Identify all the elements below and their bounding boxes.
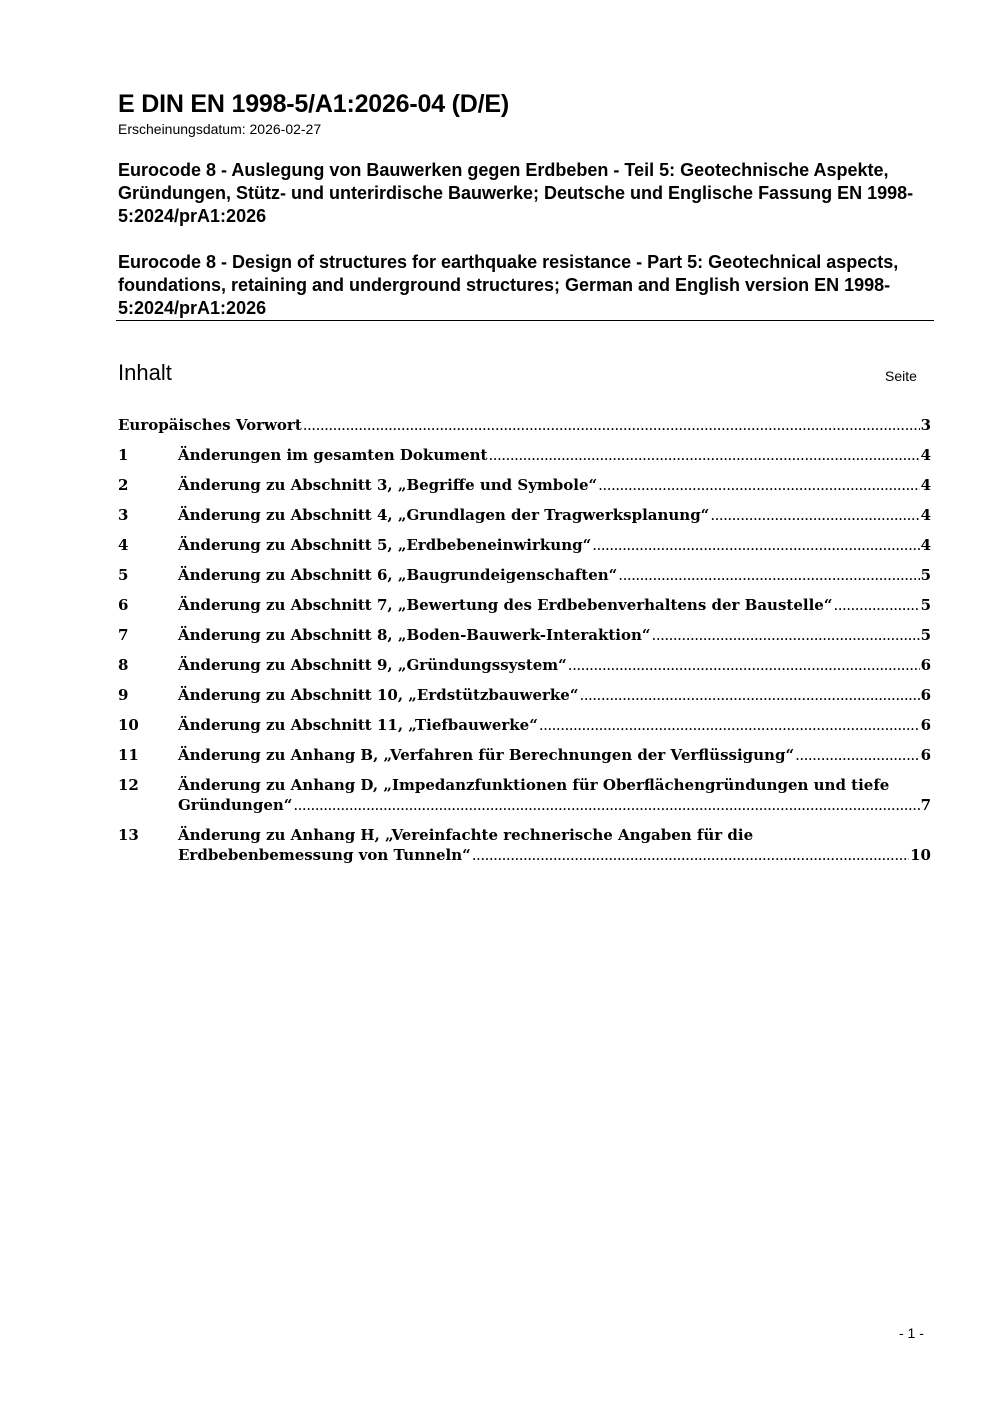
toc-leader-dots [472,845,909,865]
toc-line [178,565,931,585]
toc-line [178,745,931,765]
toc-entry-number: 10 [118,716,139,734]
toc-leader-dots [293,795,919,815]
toc-entry-page: 6 [920,746,931,764]
toc-entry-title: Änderung zu Abschnitt 3, „Begriffe und Symbole“ [178,476,598,494]
toc-line [118,415,931,435]
toc-entry-number: 2 [118,476,129,494]
toc-entry-title: Änderung zu Anhang B, „Verfahren für Berechnungen der Verflüssigung“ [178,746,795,764]
toc-leader-dots [579,685,919,705]
toc-entry-page: 6 [920,716,931,734]
toc-line [178,625,931,645]
document-id: E DIN EN 1998-5/A1:2026-04 (D/E) [118,90,509,118]
toc-entry[interactable] [118,565,931,585]
toc-entry-title: Änderung zu Abschnitt 8, „Boden-Bauwerk-Interaktion“ [178,626,651,644]
page-column-label: Seite [885,368,917,384]
toc-leader-dots [488,445,919,465]
toc-entry-page: 6 [920,656,931,674]
toc-entry-title: Änderungen im gesamten Dokument [178,446,488,464]
toc-line [178,715,931,735]
toc-line [178,845,931,865]
toc-entry[interactable] [118,415,931,435]
toc-line [178,685,931,705]
toc-entry-title: Änderung zu Anhang D, „Impedanzfunktionen für Oberflächengründungen und tiefe [178,776,890,794]
toc-line [178,795,931,815]
toc-entry-page: 5 [920,566,931,584]
toc-entry-page: 5 [920,626,931,644]
toc-leader-dots [598,475,919,495]
toc-entry[interactable] [118,685,931,705]
toc-entry[interactable] [118,825,931,865]
toc-entry-page: 5 [920,596,931,614]
toc-entry[interactable] [118,445,931,465]
toc-entry-title: Änderung zu Anhang H, „Vereinfachte rechnerische Angaben für die [178,826,754,844]
toc-entry-page: 10 [910,846,931,864]
toc-entry-number: 13 [118,826,139,844]
toc-entry-title: Änderung zu Abschnitt 5, „Erdbebeneinwirkung“ [178,536,592,554]
toc-entry-title: Änderung zu Abschnitt 4, „Grundlagen der Tragwerksplanung“ [178,506,710,524]
toc-entry[interactable] [118,655,931,675]
toc-entry-page: 4 [920,476,931,494]
toc-entry-number: 9 [118,686,129,704]
toc-entry-title: Änderung zu Abschnitt 11, „Tiefbauwerke“ [178,716,538,734]
toc-entry[interactable] [118,745,931,765]
toc-entry-title: Europäisches Vorwort [118,416,302,434]
toc-line [178,475,931,495]
toc-entry[interactable] [118,625,931,645]
toc-entry-number: 12 [118,776,139,794]
toc-line [178,655,931,675]
toc-entry-page: 6 [920,686,931,704]
toc-leader-dots [568,655,920,675]
contents-heading: Inhalt [118,360,172,385]
table-of-contents [118,415,931,865]
toc-entry-title: Änderung zu Abschnitt 10, „Erdstützbauwerke“ [178,686,579,704]
toc-entry-number: 5 [118,566,129,584]
toc-entry-title: Änderung zu Abschnitt 9, „Gründungssystem“ [178,656,567,674]
toc-line [178,445,931,465]
toc-entry-number: 8 [118,656,129,674]
toc-entry-number: 7 [118,626,129,644]
toc-line [178,505,931,525]
toc-leader-dots [710,505,919,525]
toc-entry-page: 4 [920,446,931,464]
toc-leader-dots [795,745,919,765]
toc-leader-dots [592,535,919,555]
toc-entry[interactable] [118,715,931,735]
toc-entry-page: 3 [920,416,931,434]
toc-entry[interactable] [118,595,931,615]
toc-entry[interactable] [118,475,931,495]
toc-entry-page: 4 [920,536,931,554]
toc-entry[interactable] [118,775,931,815]
toc-entry-number: 1 [118,446,129,464]
toc-entry[interactable] [118,505,931,525]
toc-line [178,825,931,845]
toc-entry-title: Änderung zu Abschnitt 6, „Baugrundeigenschaften“ [178,566,618,584]
title-english: Eurocode 8 - Design of structures for earthquake resistance - Part 5: Geotechnical aspects, foundations, retaining and underground structures; German and English version EN 1998-5:2024/prA1:2026 [118,252,899,318]
page-number: - 1 - [899,1325,924,1341]
publication-date: Erscheinungsdatum: 2026-02-27 [118,121,322,137]
toc-line [178,535,931,555]
toc-line [178,775,931,795]
toc-entry-page: 7 [920,796,931,814]
toc-entry-title: Änderung zu Abschnitt 7, „Bewertung des Erdbebenverhaltens der Baustelle“ [178,596,833,614]
toc-leader-dots [539,715,920,735]
title-german: Eurocode 8 - Auslegung von Bauwerken gegen Erdbeben - Teil 5: Geotechnische Aspekte, Gründungen, Stütz- und unterirdische Bauwerke; Deutsche und Englische Fassung EN 1998-5:2024/prA1:2026 [118,160,914,226]
toc-leader-dots [303,415,920,435]
toc-leader-dots [833,595,919,615]
toc-entry-number: 3 [118,506,129,524]
toc-leader-dots [652,625,920,645]
toc-entry-number: 4 [118,536,129,554]
toc-entry-number: 6 [118,596,129,614]
title-divider [116,320,934,321]
toc-entry-title-continued: Erdbebenbemessung von Tunneln“ [178,846,471,864]
toc-line [178,595,931,615]
toc-entry-number: 11 [118,746,139,764]
toc-leader-dots [618,565,919,585]
toc-entry-page: 4 [920,506,931,524]
toc-entry[interactable] [118,535,931,555]
toc-entry-title-continued: Gründungen“ [178,796,293,814]
